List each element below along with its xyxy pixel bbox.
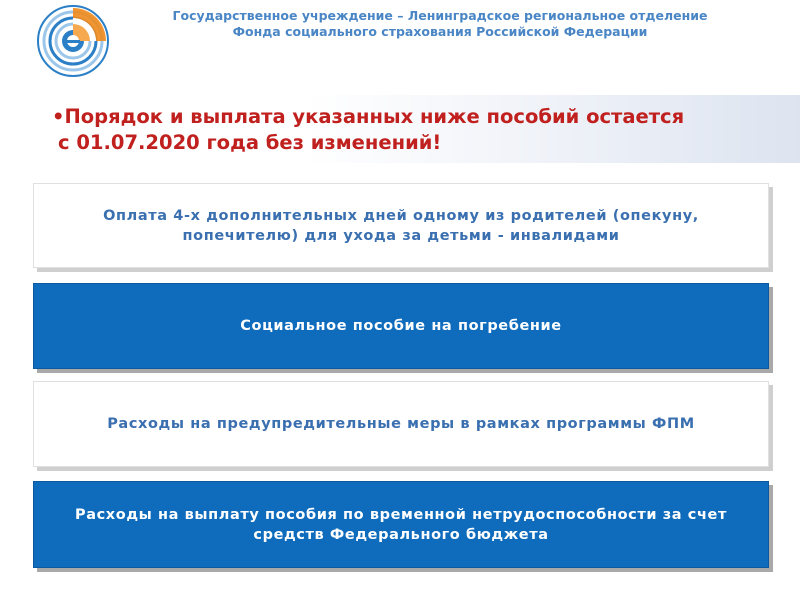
benefit-box-burial-allowance [33,283,769,369]
benefit-box-additional-days [33,183,769,268]
benefit-text: Социальное пособие на погребение [240,318,562,334]
organization-name-line-2: Фонда социального страхования Российской Федерации [232,24,648,39]
benefit-text: Расходы на предупредительные меры в рамках программы ФПМ [107,416,695,432]
headline [52,104,792,156]
organization-header [120,8,760,40]
benefit-box-preventive-measures [33,381,769,467]
headline-line-1: •Порядок и выплата указанных ниже пособий остается [52,105,685,128]
benefit-text: Оплата 4-х дополнительных дней одному из родителей (опекуну, попечителю) для ухода за детьми - инвалидами [103,207,699,244]
benefit-box-temporary-disability [33,481,769,568]
headline-line-2: с 01.07.2020 года без изменений! [58,131,442,154]
benefit-text: Расходы на выплату пособия по временной нетрудоспособности за счет средств Федерального бюджета [75,506,727,543]
fss-logo [36,4,110,78]
fss-emblem-icon [36,4,110,78]
organization-name-line-1: Государственное учреждение – Ленинградское региональное отделение [172,8,708,23]
